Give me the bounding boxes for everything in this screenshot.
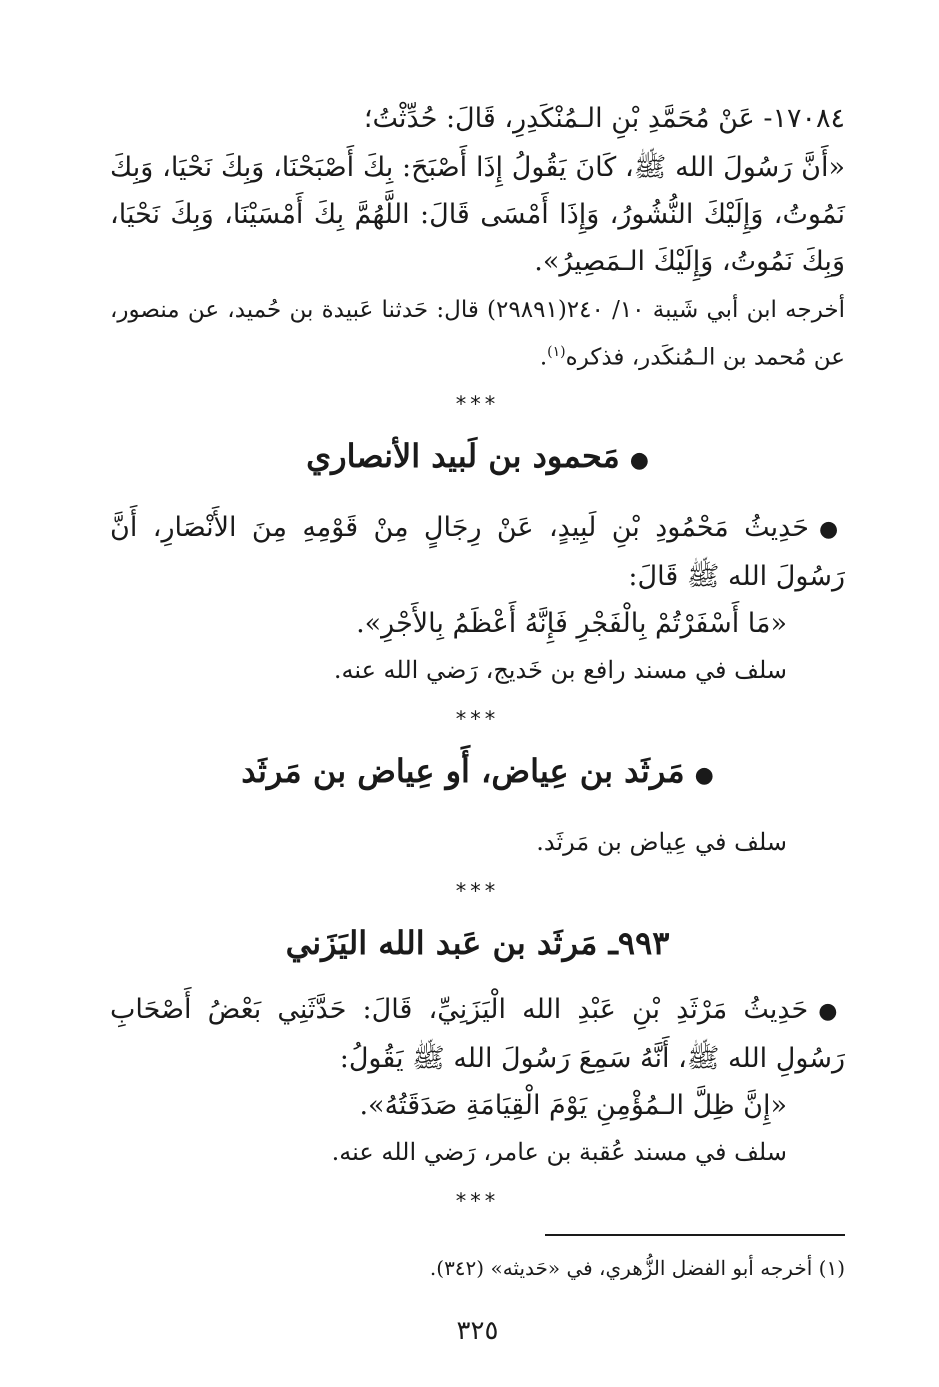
footnote: (١) أخرجه أبو الفضل الزُّهري، في «حَديثه» (٣٤٢).	[429, 1255, 845, 1280]
section-separator: ***	[455, 1188, 500, 1213]
hadith-intro	[110, 986, 845, 1082]
section-separator: ***	[455, 706, 500, 731]
section-separator: ***	[455, 391, 500, 416]
section-heading-marthad-iyad	[110, 742, 845, 805]
bullet-icon: ●	[694, 762, 714, 788]
footnote-reference[interactable]: (١)	[547, 344, 566, 360]
footnote-divider	[545, 1234, 845, 1236]
hadith-intro	[110, 504, 845, 600]
document-page	[110, 95, 845, 1346]
section-heading-993: ٩٩٣ـ مَرثَد بن عَبد الله اليَزَني	[285, 923, 670, 962]
hadith-text: «إِنَّ ظِلَّ الـمُؤْمِنِ يَوْمَ الْقِيَامَةِ صَدَقَتُهُ».	[359, 1089, 787, 1121]
hadith-intro-text: حَدِيثُ مَحْمُودِ بْنِ لَبِيدٍ، عَنْ رِجَالٍ مِنْ قَوْمِهِ مِنَ الأَنْصَارِ، أَنَّ رَسُولَ الله ﷺ قَالَ:	[110, 511, 845, 592]
section-heading-mahmud	[110, 427, 845, 490]
section-separator: ***	[455, 878, 500, 903]
hadith-source-end: .	[539, 344, 548, 371]
section-title: مَحمود بن لَبيد الأنصاري	[306, 436, 620, 475]
hadith-text: «أَنَّ رَسُولَ الله ﷺ، كَانَ يَقُولُ إِذَا أَصْبَحَ: بِكَ أَصْبَحْنَا، وَبِكَ نَحْيَا، وَبِكَ نَمُوتُ، وَإِلَيْكَ النُّشُورُ، وَإِذَا أَمْسَى قَالَ: اللَّهُمَّ بِكَ أَمْسَيْنَا، وَبِكَ نَحْيَا، وَبِكَ نَمُوتُ، وَإِلَيْكَ الـمَصِيرُ».	[110, 152, 845, 277]
bullet-icon: ●	[818, 998, 845, 1024]
hadith-text: «مَا أَسْفَرْتُمْ بِالْفَجْرِ فَإِنَّهُ أَعْظَمُ بِالأَجْرِ».	[356, 607, 787, 639]
section-title: مَرثَد بن عِياض، أَو عِياض بن مَرثَد	[241, 751, 685, 790]
cross-reference-note: سلف في عِياض بن مَرثَد.	[536, 827, 787, 856]
hadith-intro-text: حَدِيثُ مَرْثَدِ بْنِ عَبْدِ الله الْيَزَنِيِّ، قَالَ: حَدَّثَنِي بَعْضُ أَصْحَابِ رَسُولِ الله ﷺ، أَنَّهُ سَمِعَ رَسُولَ الله ﷺ يَقُولُ:	[110, 993, 845, 1074]
cross-reference-note: سلف في مسند عُقبة بن عامر، رَضي الله عنه.	[331, 1137, 787, 1166]
hadith-heading: ١٧٠٨٤- عَنْ مُحَمَّدِ بْنِ الـمُنْكَدِرِ، قَالَ: حُدِّثْتُ؛	[363, 103, 845, 134]
hadith-source	[110, 289, 845, 379]
bullet-icon: ●	[818, 516, 845, 542]
cross-reference-note: سلف في مسند رافع بن خَديج، رَضي الله عنه.	[333, 655, 787, 684]
page-number: ٣٢٥	[456, 1315, 499, 1346]
hadith-source-text: أخرجه ابن أبي شَيبة ١٠/ ٢٤٠(٢٩٨٩١) قال: حَدثنا عَبيدة بن حُميد، عن منصور، عن مُحمد بن الـمُنكَدر، فذكره	[110, 297, 845, 371]
bullet-icon: ●	[629, 447, 649, 473]
